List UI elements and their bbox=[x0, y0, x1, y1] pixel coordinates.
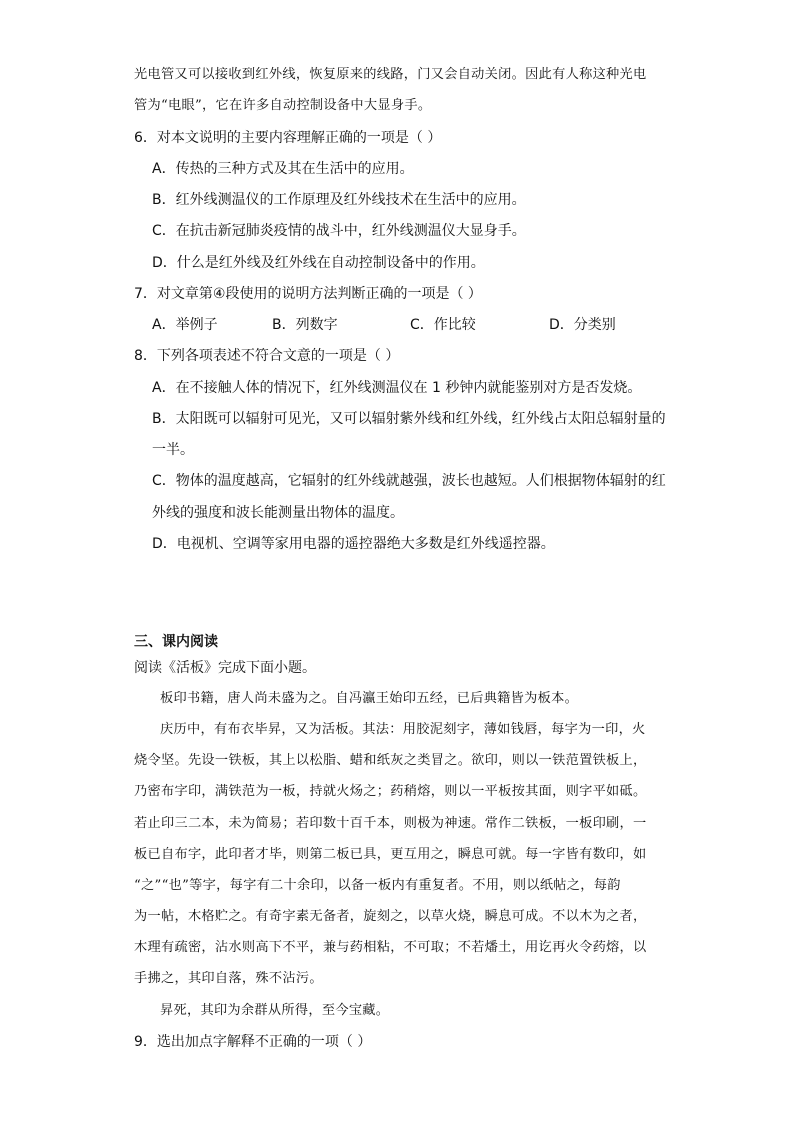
question-7-option-d: D．分类别 bbox=[549, 317, 616, 333]
question-6-option-d: D．什么是红外线及红外线在自动控制设备中的作用。 bbox=[152, 255, 485, 271]
passage-paragraph-2-line-5: 板已自布字，此印者才毕，则第二板已具，更互用之，瞬息可就。每一字皆有数印，如 bbox=[134, 847, 647, 862]
question-6-stem: 6．对本文说明的主要内容理解正确的一项是（ ） bbox=[134, 130, 442, 146]
intro-line-1: 光电管又可以接收到红外线，恢复原来的线路，门又会自动关闭。因此有人称这种光电 bbox=[134, 67, 647, 82]
passage-paragraph-3: 昇死，其印为余群从所得，至今宝藏。 bbox=[160, 1003, 390, 1018]
passage-paragraph-2-line-3: 乃密布字印，满铁范为一板，持就火炀之；药稍熔，则以一平板按其面，则字平如砥。 bbox=[134, 784, 647, 799]
question-8-option-d: D．电视机、空调等家用电器的遥控器绝大多数是红外线遥控器。 bbox=[152, 536, 555, 552]
question-8-stem: 8．下列各项表述不符合文意的一项是（ ） bbox=[134, 348, 400, 364]
passage-paragraph-2-line-2: 烧令坚。先设一铁板，其上以松脂、蜡和纸灰之类冒之。欲印，则以一铁范置铁板上， bbox=[134, 753, 647, 768]
passage-paragraph-2-line-6: “之”“也”等字，每字有二十余印，以备一板内有重复者。不用，则以纸帖之，每韵 bbox=[134, 878, 621, 893]
passage-paragraph-2-line-8: 木理有疏密，沾水则高下不平，兼与药相粘，不可取；不若燔土，用讫再火令药熔，以 bbox=[134, 940, 647, 955]
question-7-option-b: B．列数字 bbox=[272, 317, 338, 333]
passage-paragraph-2-line-7: 为一帖，木格贮之。有奇字素无备者，旋刻之，以草火烧，瞬息可成。不以木为之者， bbox=[134, 909, 647, 924]
question-6-option-a: A．传热的三种方式及其在生活中的应用。 bbox=[152, 161, 414, 177]
question-7-option-c: C．作比较 bbox=[410, 317, 476, 333]
passage-paragraph-2-line-9: 手拂之，其印自落，殊不沾污。 bbox=[134, 971, 323, 986]
passage-paragraph-2-line-1: 庆历中，有布衣毕昇，又为活板。其法：用胶泥刻字，薄如钱唇，每字为一印，火 bbox=[160, 722, 646, 737]
question-6-option-c: C．在抗击新冠肺炎疫情的战斗中，红外线测温仪大显身手。 bbox=[152, 223, 526, 239]
question-8-option-c-line-1: C．物体的温度越高，它辐射的红外线就越强，波长也越短。人们根据物体辐射的红 bbox=[152, 473, 666, 489]
question-8-option-a: A．在不接触人体的情况下，红外线测温仪在 1 秒钟内就能鉴别对方是否发烧。 bbox=[152, 380, 642, 396]
question-8-option-c-line-2: 外线的强度和波长能测量出物体的温度。 bbox=[152, 505, 404, 521]
question-7-option-a: A．举例子 bbox=[152, 317, 218, 333]
question-6-option-b: B．红外线测温仪的工作原理及红外线技术在生活中的应用。 bbox=[152, 192, 526, 208]
question-8-option-b-line-1: B．太阳既可以辐射可见光，又可以辐射紫外线和红外线，红外线占太阳总辐射量的 bbox=[152, 411, 666, 427]
intro-line-2: 管为“电眼”，它在许多自动控制设备中大显身手。 bbox=[134, 98, 432, 113]
passage-paragraph-1: 板印书籍，唐人尚未盛为之。自冯瀛王始印五经，已后典籍皆为板本。 bbox=[160, 691, 579, 706]
section-3-instruction: 阅读《活板》完成下面小题。 bbox=[134, 660, 316, 676]
section-3-heading: 三、课内阅读 bbox=[134, 634, 218, 650]
question-8-option-b-line-2: 一半。 bbox=[152, 442, 194, 458]
question-7-stem: 7．对文章第④段使用的说明方法判断正确的一项是（ ） bbox=[134, 286, 482, 302]
question-9-stem: 9．选出加点字解释不正确的一项（ ） bbox=[134, 1034, 372, 1050]
passage-paragraph-2-line-4: 若止印三二本，未为简易；若印数十百千本，则极为神速。常作二铁板，一板印刷，一 bbox=[134, 816, 647, 831]
